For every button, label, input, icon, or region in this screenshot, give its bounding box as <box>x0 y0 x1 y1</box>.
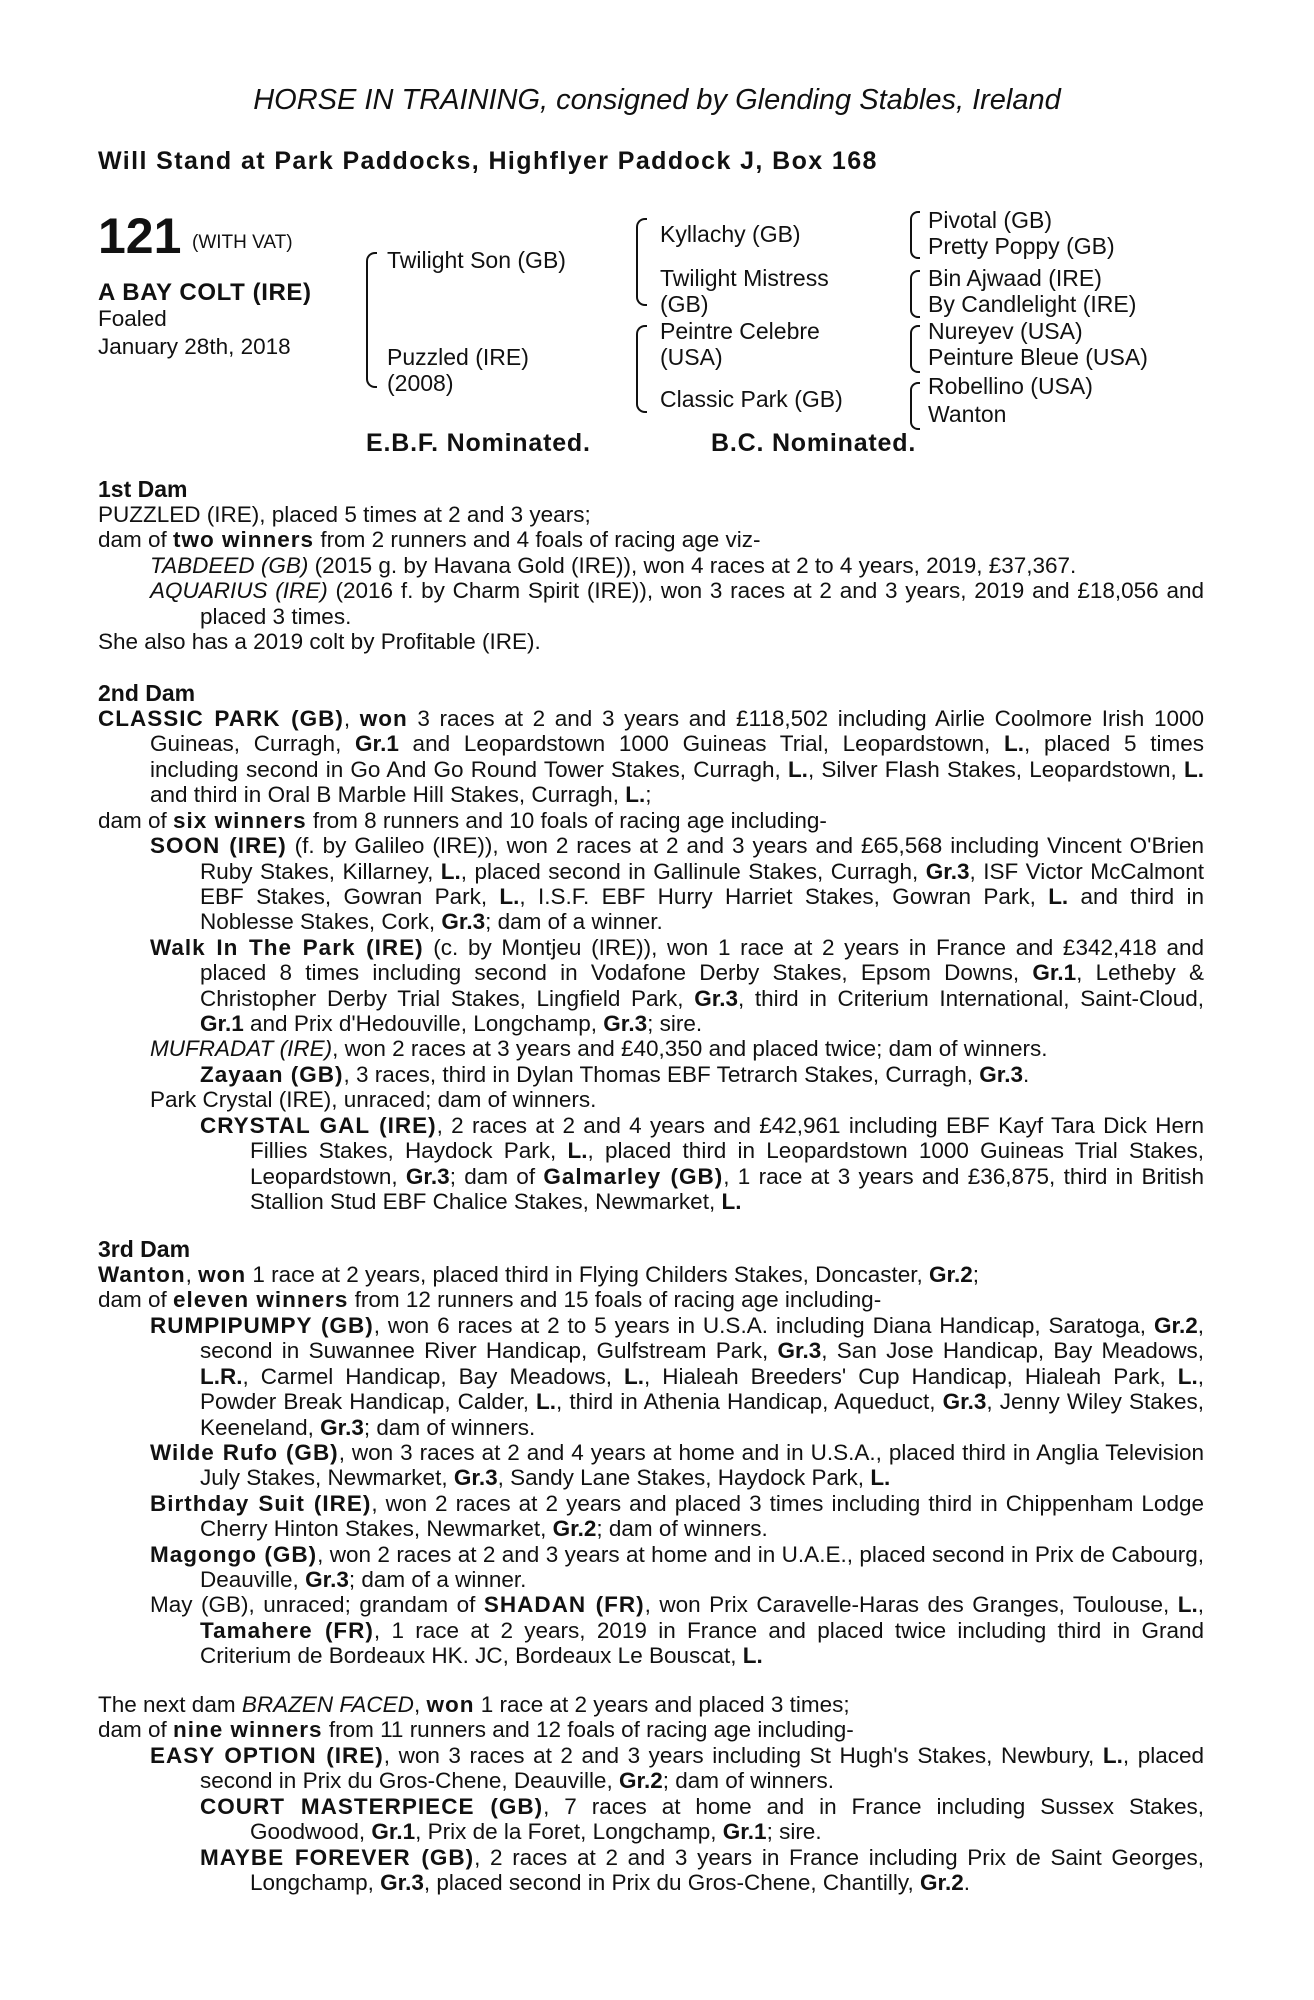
pedigree-brace <box>636 218 647 306</box>
progeny-entry: Wilde Rufo (GB), won 3 races at 2 and 4 years at home and in U.S.A., placed third in Anglia Television July Stakes, Newmarket, Gr.3, Sandy Lane Stakes, Haydock Park, L. <box>150 1439 1204 1491</box>
dam-record: Wanton, won 1 race at 2 years, placed third in Flying Childers Stakes, Doncaster, Gr.2; <box>98 1261 980 1287</box>
pedigree-dam-sire-country: (USA) <box>660 344 723 370</box>
progeny-entry: Zayaan (GB), 3 races, third in Dylan Thomas EBF Tetrarch Stakes, Curragh, Gr.3. <box>200 1061 1030 1087</box>
pedigree-g3: Nureyev (USA) <box>928 318 1083 344</box>
page-title: HORSE IN TRAINING, consigned by Glending Stables, Ireland <box>253 84 1061 116</box>
pedigree-g3: Bin Ajwaad (IRE) <box>928 265 1102 291</box>
progeny-entry: Walk In The Park (IRE) (c. by Montjeu (IRE)), won 1 race at 2 years in France and £342,418 and placed 8 times including second in Vodafone Derby Stakes, Epsom Downs, Gr.1, Letheby & Christopher Derby Trial Stakes, Lingfield Park, Gr.3, third in Criterium International, Saint-Cloud, Gr.1 and Prix d'Hedouville, Longchamp, Gr.3; sire. <box>150 934 1205 1037</box>
pedigree-brace <box>910 382 920 430</box>
dam-summary: dam of two winners from 2 runners and 4 foals of racing age viz- <box>98 527 761 553</box>
progeny-entry: Park Crystal (IRE), unraced; dam of winners. <box>150 1087 597 1113</box>
progeny-entry: TABDEED (GB) (2015 g. by Havana Gold (IRE)), won 4 races at 2 to 4 years, 2019, £37,367. <box>150 552 1077 578</box>
dam-summary: dam of eleven winners from 12 runners and 15 foals of racing age including- <box>98 1287 882 1313</box>
pedigree-brace <box>366 252 377 388</box>
first-dam-section <box>98 476 1204 655</box>
dam-record: The next dam BRAZEN FACED, won 1 race at 2 years and placed 3 times; <box>98 1692 850 1717</box>
pedigree-dam-year: (2008) <box>387 370 454 396</box>
progeny-entry: CRYSTAL GAL (IRE), 2 races at 2 and 4 years and £42,961 including EBF Kayf Tara Dick Hern Fillies Stakes, Haydock Park, L., placed third in Leopardstown 1000 Guineas Trial Stakes, Leopardstown, Gr.3; dam of Galmarley (GB), 1 race at 3 years and £36,875, third in British Stallion Stud EBF Chalice Stakes, Newmarket, L. <box>200 1112 1204 1214</box>
next-dam-section <box>98 1692 1204 1895</box>
pedigree-dam: Puzzled (IRE) <box>387 344 529 370</box>
foaled-label: Foaled <box>98 306 167 331</box>
dam-record: PUZZLED (IRE), placed 5 times at 2 and 3 years; <box>98 501 591 527</box>
pedigree-brace <box>910 325 920 373</box>
pedigree-brace <box>910 270 920 318</box>
progeny-entry: RUMPIPUMPY (GB), won 6 races at 2 to 5 years in U.S.A. including Diana Handicap, Saratoga, Gr.2, second in Suwannee River Handicap, Gulfstream Park, Gr.3, San Jose Handicap, Bay Meadows, L.R., Carmel Handicap, Bay Meadows, L., Hialeah Breeders' Cup Handicap, Hialeah Park, L., Powder Break Handicap, Calder, L., third in Athenia Handicap, Aqueduct, Gr.3, Jenny Wiley Stakes, Keeneland, Gr.3; dam of winners. <box>150 1312 1205 1440</box>
progeny-entry: MUFRADAT (IRE), won 2 races at 3 years and £40,350 and placed twice; dam of winners. <box>150 1036 1048 1062</box>
pedigree-g3: Wanton <box>928 401 1007 427</box>
lot-description: A BAY COLT (IRE) <box>98 279 312 306</box>
pedigree-sire: Twilight Son (GB) <box>387 247 566 273</box>
third-dam-section <box>98 1236 1204 1669</box>
lot-vat: (WITH VAT) <box>192 232 293 253</box>
pedigree-sire-sire: Kyllachy (GB) <box>660 221 801 247</box>
ebf-nominated: E.B.F. Nominated. <box>366 429 591 457</box>
progeny-entry: May (GB), unraced; grandam of SHADAN (FR), won Prix Caravelle-Haras des Granges, Toulouse, L., Tamahere (FR), 1 race at 2 years, 2019 in France and placed twice including third in Grand Criterium de Bordeaux HK. JC, Bordeaux Le Bouscat, L. <box>150 1592 1204 1669</box>
progeny-entry: Birthday Suit (IRE), won 2 races at 2 years and placed 3 times including third in Chippenham Lodge Cherry Hinton Stakes, Newmarket, Gr.2; dam of winners. <box>150 1490 1204 1542</box>
dam-summary: dam of six winners from 8 runners and 10 foals of racing age including- <box>98 807 827 833</box>
foaled-date: January 28th, 2018 <box>98 334 291 359</box>
pedigree-brace <box>636 325 647 413</box>
bc-nominated: B.C. Nominated. <box>711 429 917 457</box>
lot-number: 121 <box>98 208 182 264</box>
section-title: 2nd Dam <box>98 680 196 706</box>
dam-note: She also has a 2019 colt by Profitable (IRE). <box>98 629 541 655</box>
pedigree-g3: Robellino (USA) <box>928 373 1093 399</box>
pedigree-dam-sire: Peintre Celebre <box>660 318 820 344</box>
dam-summary: dam of nine winners from 11 runners and 12 foals of racing age including- <box>98 1717 854 1743</box>
section-title: 3rd Dam <box>98 1236 191 1262</box>
pedigree-g3: Peinture Bleue (USA) <box>928 344 1148 370</box>
section-title: 1st Dam <box>98 476 188 502</box>
progeny-entry: SOON (IRE) (f. by Galileo (IRE)), won 2 races at 2 and 3 years and £65,568 including Vincent O'Brien Ruby Stakes, Killarney, L., placed second in Gallinule Stakes, Curragh, Gr.3, ISF Victor McCalmont EBF Stakes, Gowran Park, L., I.S.F. EBF Hurry Harriet Stakes, Gowran Park, L. and third in Noblesse Stakes, Cork, Gr.3; dam of a winner. <box>150 833 1205 935</box>
progeny-entry: Magongo (GB), won 2 races at 2 and 3 years at home and in U.A.E., placed second in Prix de Cabourg, Deauville, Gr.3; dam of a winner. <box>150 1541 1204 1593</box>
dam-record: CLASSIC PARK (GB), won 3 races at 2 and 3 years and £118,502 including Airlie Coolmore Irish 1000 Guineas, Curragh, Gr.1 and Leopardstown 1000 Guineas Trial, Leopardstown, L., placed 5 times including second in Go And Go Round Tower Stakes, Curragh, L., Silver Flash Stakes, Leopardstown, L. and third in Oral B Marble Hill Stakes, Curragh, L.; <box>98 705 1205 808</box>
stand-location: Will Stand at Park Paddocks, Highflyer Paddock J, Box 168 <box>98 147 878 175</box>
progeny-entry: MAYBE FOREVER (GB), 2 races at 2 and 3 years in France including Prix de Saint Georges, Longchamp, Gr.3, placed second in Prix du Gros-Chene, Chantilly, Gr.2. <box>200 1844 1204 1895</box>
pedigree-g3: By Candlelight (IRE) <box>928 291 1137 317</box>
pedigree-g3: Pivotal (GB) <box>928 207 1052 233</box>
pedigree-dam-dam: Classic Park (GB) <box>660 386 843 412</box>
progeny-entry: EASY OPTION (IRE), won 3 races at 2 and 3 years including St Hugh's Stakes, Newbury, L., placed second in Prix du Gros-Chene, Deauville, Gr.2; dam of winners. <box>150 1742 1204 1794</box>
second-dam-section <box>98 680 1204 1214</box>
pedigree-sire-dam: Twilight Mistress <box>660 265 829 291</box>
pedigree-g3: Pretty Poppy (GB) <box>928 233 1115 259</box>
pedigree-sire-dam-country: (GB) <box>660 291 709 317</box>
progeny-entry: COURT MASTERPIECE (GB), 7 races at home and in France including Sussex Stakes, Goodwood, Gr.1, Prix de la Foret, Longchamp, Gr.1; sire. <box>200 1793 1205 1845</box>
pedigree-brace <box>910 211 920 259</box>
progeny-entry: AQUARIUS (IRE) (2016 f. by Charm Spirit (IRE)), won 3 races at 2 and 3 years, 2019 and £18,056 and placed 3 times. <box>150 578 1204 629</box>
